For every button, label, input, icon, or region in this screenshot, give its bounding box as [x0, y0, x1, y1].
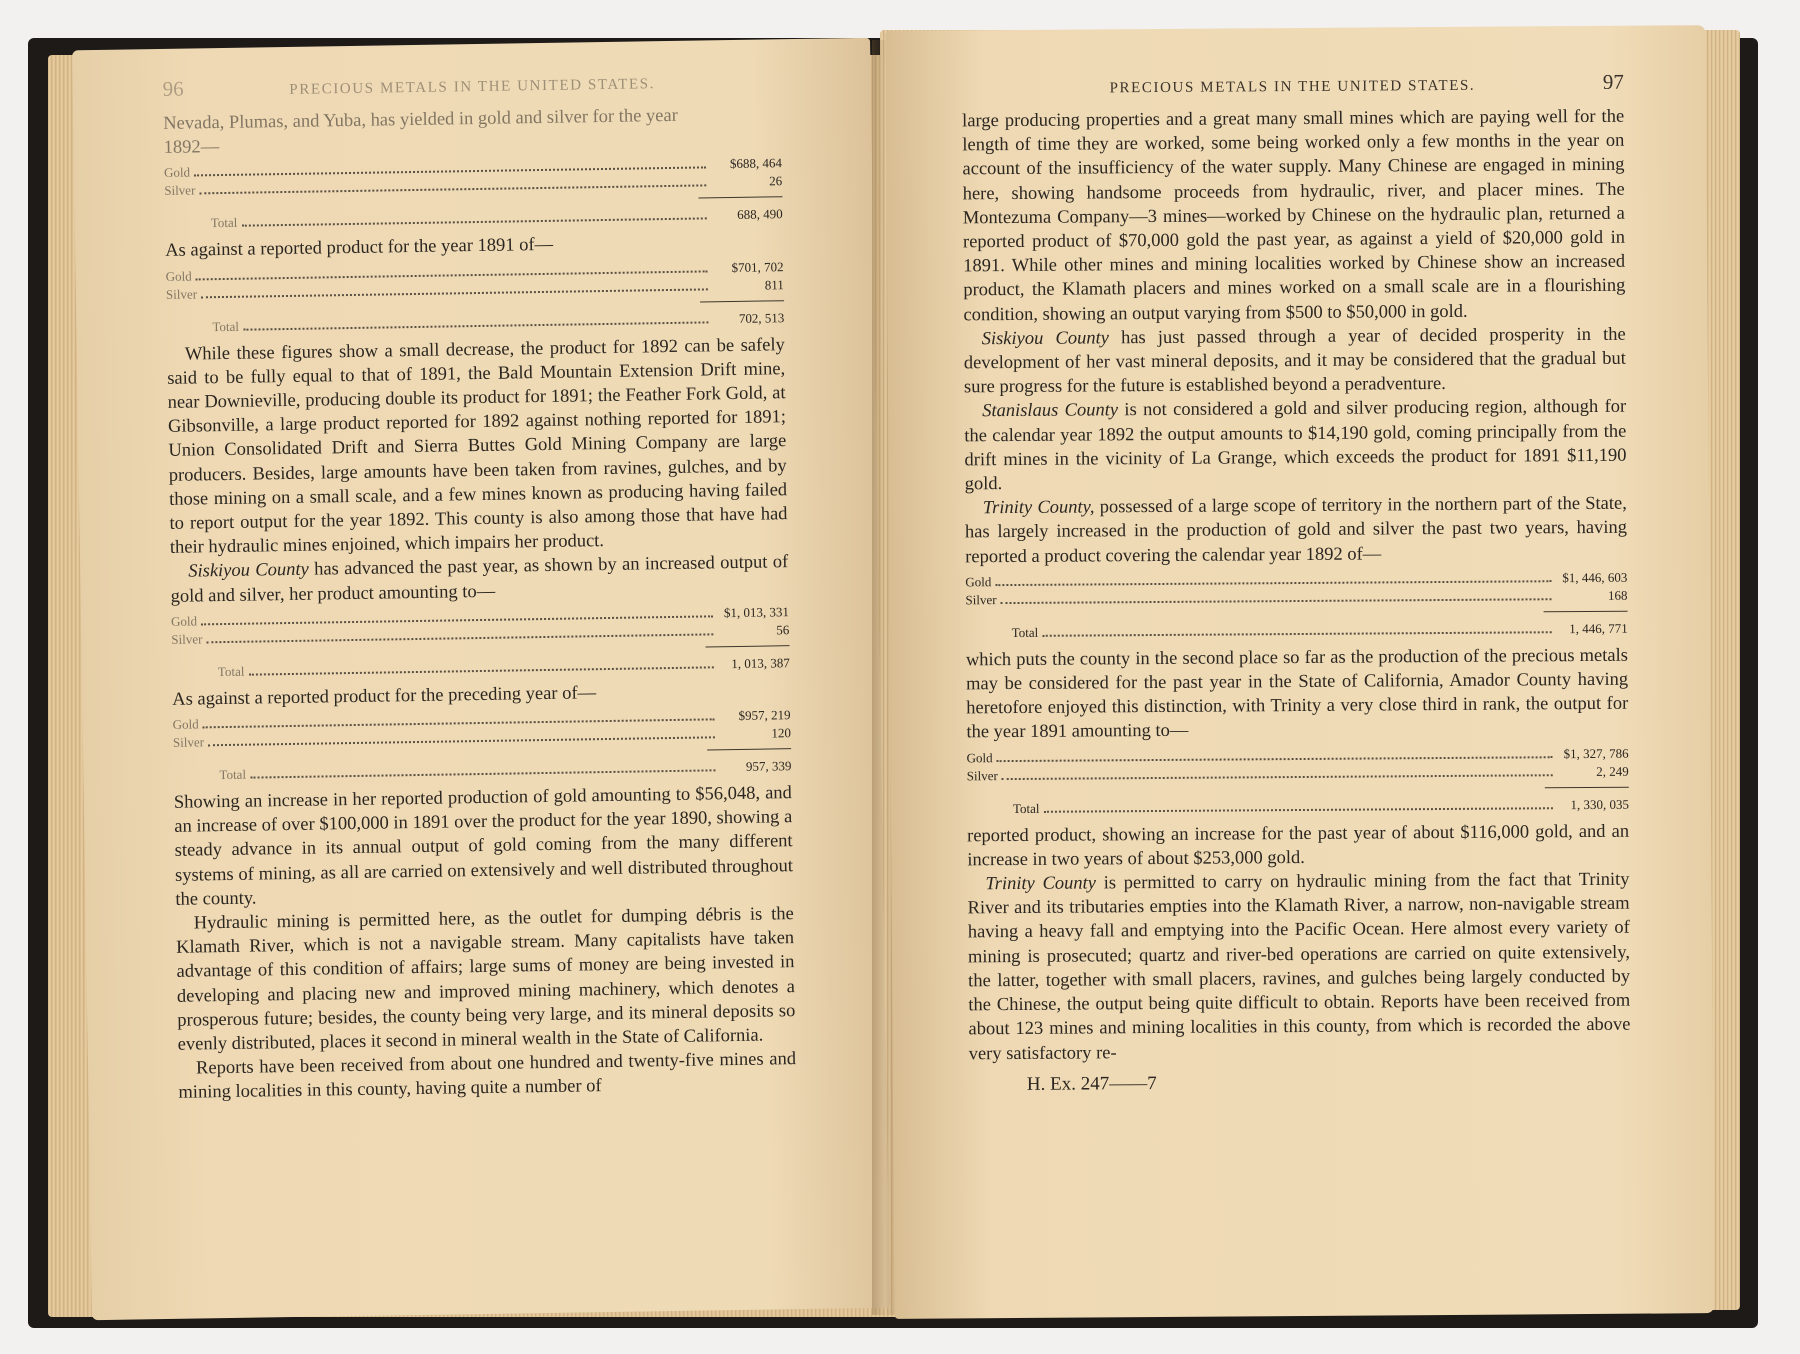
left-table-1891 — [165, 258, 784, 337]
left-table-1892 — [164, 155, 783, 234]
total-rule — [1544, 611, 1628, 613]
total-rule — [707, 748, 791, 750]
leader-dots — [1043, 806, 1552, 813]
leader-dots — [995, 579, 1551, 586]
right-table-trinity-1892 — [965, 569, 1627, 643]
left-paragraph-reports: Reports have been received from about one hundred and twenty-five mines and mining localities in this county, having quite a number of — [178, 1049, 797, 1104]
row-label: Gold — [966, 749, 993, 766]
left-intro-line — [163, 102, 782, 160]
right-paragraph-trinity — [965, 492, 1627, 569]
total-label: Total — [217, 663, 245, 679]
total-value: 957, 339 — [745, 758, 792, 774]
table-row — [967, 762, 1629, 785]
table-total-row — [166, 309, 784, 337]
total-rule — [706, 645, 790, 647]
left-paragraph-siskiyou — [170, 551, 789, 609]
row-label: Silver — [164, 182, 196, 199]
row-value: 168 — [1607, 587, 1628, 603]
row-value: $957, 219 — [738, 707, 791, 724]
total-label: Total — [219, 766, 247, 783]
total-label: Total — [212, 318, 240, 334]
right-page — [886, 25, 1715, 1319]
left-intro-text: Nevada, Plumas, and Yuba, has yielded in gold and silver for the year — [163, 105, 678, 134]
row-label: Silver — [966, 767, 998, 784]
right-page-number: 97 — [1602, 69, 1624, 94]
left-page-header — [163, 67, 781, 102]
right-table-trinity-1891 — [967, 744, 1629, 818]
row-label: Silver — [965, 591, 997, 608]
row-value: 2, 249 — [1596, 763, 1629, 779]
table-row — [965, 587, 1627, 610]
leader-dots — [1042, 630, 1551, 637]
total-value: 1, 013, 387 — [731, 654, 790, 671]
row-value: 56 — [776, 621, 790, 638]
document-signature: H. Ex. 247——7 — [1026, 1072, 1157, 1095]
row-label: Gold — [965, 574, 992, 590]
leader-dots — [997, 755, 1553, 762]
leader-dots — [208, 735, 715, 746]
total-rule — [1545, 786, 1629, 788]
right-paragraph-producing: large producing properties and a great many small mines which are paying well for the length of time they are worked, some being worked only a few months in the year on account of the insufficiency of the water supply. Many Chinese are engaged in mining here, showing handsome proceeds from hydraulic, river, and placer mines. The Montezuma Company—3 mines—worked by Chinese on the hydraulic plan, returned a reported product of $70,000 gold the past year, as against a yield of $20,000 gold in 1891. While other mines and mining localities worked by Chinese show an increased product, the Klamath placers and mines worked on a small scale are in a flourishing condition, showing an output varying from $500 to $50,000 in gold. — [962, 106, 1626, 325]
right-running-head: PRECIOUS METALS IN THE UNITED STATES. — [1109, 77, 1476, 97]
left-running-head: PRECIOUS METALS IN THE UNITED STATES. — [289, 76, 656, 98]
county-name: Trinity County, — [982, 497, 1095, 519]
row-value: $1, 013, 331 — [723, 603, 790, 621]
row-value: $688, 464 — [729, 155, 783, 172]
left-table-siskiyou-1891 — [173, 706, 792, 785]
leader-dots — [241, 217, 706, 227]
total-value: 1, 330, 035 — [1570, 796, 1629, 812]
right-page-header — [962, 70, 1624, 100]
paragraph-text: is permitted to carry on hydraulic mining from the fact that Trinity River and its tributaries empties into the Klamath River, a narrow, non-navigable stream having a heavy fall and emptying into the Pacific Ocean. Here almost every variety of mining is prosecuted; quartz and river-bed operations are carried on quite extensively, the latter, together with small placers, ravines, and gulches being largely conducted by the Chinese, the output being quite difficult to obtain. Reports have been received from about 123 mines and mining localities in this county, from which is recorded the above very satisfactory re- — [967, 869, 1631, 1064]
leader-dots — [1001, 597, 1552, 604]
right-paragraph-stanislaus — [964, 395, 1627, 496]
table-total-row — [967, 795, 1629, 818]
row-value: $701, 702 — [731, 258, 784, 275]
leader-dots — [243, 320, 708, 330]
leader-dots — [199, 184, 706, 195]
left-paragraph-increase: Showing an increase in her reported production of gold amounting to $56,048, and an increase of over $100,000 in 1891 over the product for the year 1890, showing a steady advance in its annual output of gold coming from the many different systems of mining, as all are carried on extensively and well distributed throughout the county. — [173, 783, 794, 910]
county-name: Trinity County — [985, 873, 1097, 895]
county-name: Stanislaus County — [982, 400, 1119, 422]
left-page — [72, 38, 890, 1320]
table-total-row — [173, 757, 791, 785]
left-table-siskiyou-1892 — [171, 603, 790, 682]
total-label: Total — [210, 215, 238, 231]
row-label: Silver — [172, 734, 205, 750]
total-value: 688, 490 — [737, 206, 783, 223]
left-intro-year: 1892— — [163, 137, 220, 159]
row-value: 26 — [769, 173, 783, 189]
row-label: Gold — [172, 716, 199, 732]
right-paragraph-hydraulic — [967, 868, 1630, 1066]
leader-dots — [1002, 773, 1553, 780]
left-against-preceding: As against a reported product for the preceding year of— — [172, 683, 597, 710]
county-name: Siskiyou County — [981, 328, 1109, 350]
paragraph-text: has just passed through a year of decided prosperity in the development of her vast mineral deposits, and it may be considered that the gradual but sure progress for the future is established beyond a peradventure. — [963, 324, 1626, 398]
table-total-row — [172, 654, 790, 682]
paragraph-text: possessed of a large scope of territory in the northern part of the State, has largely increased in the production of gold and silver the past two years, having reported a product covering the calendar year 1892 of— — [964, 493, 1628, 567]
total-value: 702, 513 — [738, 309, 785, 326]
total-value: 1, 446, 771 — [1569, 620, 1628, 636]
row-value: 811 — [764, 276, 784, 293]
county-name: Siskiyou County — [188, 560, 309, 583]
leader-dots — [250, 768, 715, 778]
leader-dots — [248, 665, 713, 675]
row-label: Gold — [163, 164, 191, 181]
leader-dots — [201, 287, 708, 298]
paragraph-text: has advanced the past year, as shown by an increased output of gold and silver, her product amounting to— — [170, 552, 789, 607]
total-rule — [700, 300, 784, 302]
row-value: 120 — [771, 725, 791, 741]
total-label: Total — [1012, 800, 1040, 816]
right-paragraph-second-place: which puts the county in the second place so far as the production of the precious metals may be considered for the past year in the State of California, Amador County having heretofore enjoyed this distinction, with Trinity a very close third in rank, the output for the year 1891 amounting to— — [965, 645, 1629, 743]
table-total-row — [165, 206, 783, 234]
row-value: $1, 446, 603 — [1562, 569, 1628, 586]
left-page-number: 96 — [162, 76, 184, 101]
row-label: Gold — [165, 268, 192, 284]
row-value: $1, 327, 786 — [1563, 745, 1629, 761]
row-label: Silver — [165, 286, 198, 302]
total-rule — [698, 197, 782, 199]
table-total-row — [966, 620, 1628, 643]
right-paragraph-siskiyou — [964, 323, 1626, 400]
right-paragraph-reported: reported product, showing an increase for the past year of about $116,000 gold, and an increase in two years of about $253,000 gold. — [967, 821, 1630, 871]
row-label: Silver — [171, 631, 203, 647]
paragraph-text: is not considered a gold and silver producing region, although for the calendar year 1892 the output amounts to $14,190 gold, coming principally from the drift mines in the vicinity of La Grange, which exceeds the product for 1891 $11,190 gold. — [964, 397, 1627, 495]
leader-dots — [206, 632, 713, 643]
left-paragraph-decrease: While these figures show a small decrease, the product for 1892 can be safely said to be fully equal to that of 1891, the Bald Mountain Extension Drift mine, near Downieville, producing double its product for 1891; the Feather Fork Gold, at Gibsonville, a large product reported for 1892 against nothing reported for 1891; Union Consolidated Drift and Sierra Buttes Gold Mining Company are large producers. Besides, large amounts have been taken from ravines, gulches, and by those mining on a small scale, and a few mines known as producing having failed to report output for the year 1892. This county is also among those that have had their hydraulic mines enjoined, which impairs her product. — [167, 334, 788, 559]
row-label: Gold — [170, 613, 198, 629]
total-label: Total — [1011, 624, 1039, 640]
left-against-1891: As against a reported product for the year 1891 of— — [165, 235, 554, 262]
left-paragraph-hydraulic: Hydraulic mining is permitted here, as the outlet for dumping débris is the Klamath River, which is not a navigable stream. Many capitalists have taken advantage of this condition of affairs; large sums of money are being invested in developing and placing new and improved mining machinery, which denotes a prosperous future; besides, the county being very large, and its mineral deposits so evenly distributed, places it second in mineral wealth in the State of California. — [176, 904, 796, 1055]
